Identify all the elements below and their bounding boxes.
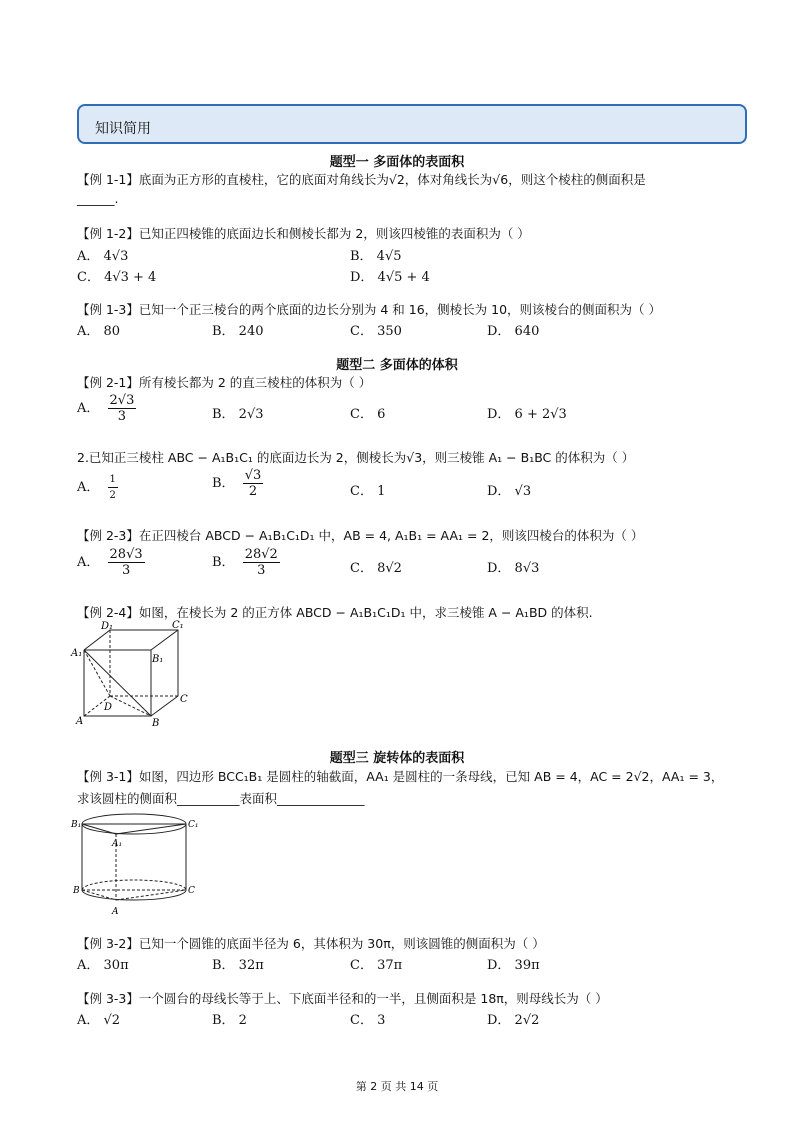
question-2-2: 2.已知正三棱柱 ABC − A₁B₁C₁ 的底面边长为 2，侧棱长为√3，则三棱锥 A₁ − B₁BC 的体积为（ ） xyxy=(77,450,635,465)
option-c: C． 350 xyxy=(350,324,402,339)
option-label: A． xyxy=(77,480,100,495)
question-3-3: 【例 3-3】一个圆台的母线长等于上、下底面半径和的一半，且侧面积是 18π，则母线长为（ ） xyxy=(77,991,608,1006)
option-a xyxy=(77,547,145,578)
section-heading-2: 题型二 多面体的体积 xyxy=(336,358,458,373)
question-3-1: 【例 3-1】如图，四边形 BCC₁B₁ 是圆柱的轴截面，AA₁ 是圆柱的一条母线，已知 AB = 4，AC = 2√2，AA₁ = 3， xyxy=(77,769,724,784)
label-c1: C₁ xyxy=(188,820,199,830)
question-1-3: 【例 1-3】已知一个正三棱台的两个底面的边长分别为 4 和 16，侧棱长为 10，则该棱台的侧面积为（ ） xyxy=(77,302,662,317)
question-1-2: 【例 1-2】已知正四棱锥的底面边长和侧棱长都为 2，则该四棱锥的表面积为（ ） xyxy=(77,226,530,241)
option-a: A． 80 xyxy=(77,324,121,339)
option-d: D． 39π xyxy=(487,958,540,973)
option-c: C． 3 xyxy=(350,1013,386,1028)
section-heading-3: 题型三 旋转体的表面积 xyxy=(329,751,465,766)
label-b: B xyxy=(152,718,160,728)
label-b1: B₁ xyxy=(71,820,82,830)
numerator: 1 xyxy=(108,472,118,488)
fraction xyxy=(243,468,264,499)
label-a1: A₁ xyxy=(71,648,83,659)
fraction xyxy=(108,547,145,578)
option-c: C． 6 xyxy=(350,407,386,422)
question-1-1: 【例 1-1】底面为正方形的直棱柱，它的底面对角线长为√2，体对角线长为√6，则这个棱柱的侧面积是 xyxy=(77,172,646,187)
section-heading-1: 题型一 多面体的表面积 xyxy=(329,155,465,170)
fraction xyxy=(108,393,137,424)
label-a: A xyxy=(76,716,84,727)
option-c: C． 4√3 + 4 xyxy=(77,270,157,285)
option-a xyxy=(77,393,136,424)
option-b xyxy=(212,547,280,578)
question-2-1: 【例 2-1】所有棱长都为 2 的直三棱柱的体积为（ ） xyxy=(77,375,372,390)
denominator: 2 xyxy=(109,490,116,501)
option-c: C． 37π xyxy=(350,958,403,973)
option-b xyxy=(212,468,263,499)
denominator: 3 xyxy=(121,563,131,578)
denominator: 2 xyxy=(248,484,258,499)
question-2-4: 【例 2-4】如图，在棱长为 2 的正方体 ABCD − A₁B₁C₁D₁ 中，求三棱锥 A − A₁BD 的体积. xyxy=(77,605,593,620)
option-a xyxy=(77,472,118,503)
label-b1: B₁ xyxy=(152,654,164,665)
section-banner xyxy=(77,104,747,144)
option-label: A． xyxy=(77,555,100,570)
banner-title: 知识简用 xyxy=(95,121,151,137)
option-d: D． 6 + 2√3 xyxy=(487,407,567,422)
option-label: B． xyxy=(212,555,235,570)
question-3-2: 【例 3-2】已知一个圆锥的底面半径为 6，其体积为 30π，则该圆锥的侧面积为（ ） xyxy=(77,936,545,951)
option-d: D． 8√3 xyxy=(487,561,540,576)
option-d: D． 4√5 + 4 xyxy=(350,270,430,285)
fraction xyxy=(243,547,280,578)
numerator: 2√3 xyxy=(109,393,135,408)
label-b: B xyxy=(73,886,80,896)
numerator: 28√3 xyxy=(109,547,143,562)
option-b: B． 2 xyxy=(212,1013,247,1028)
option-label: A． xyxy=(77,401,100,416)
label-c1: C₁ xyxy=(172,620,184,631)
question-2-3: 【例 2-3】在正四棱台 ABCD − A₁B₁C₁D₁ 中，AB = 4, A₁B₁ = AA₁ = 2，则该四棱台的体积为（ ） xyxy=(77,528,644,543)
option-b: B． 4√5 xyxy=(350,249,402,264)
option-label: B． xyxy=(212,476,235,491)
question-3-1-line2: 求该圆柱的侧面积__________表面积______________ xyxy=(77,791,365,806)
cylinder-figure xyxy=(70,810,200,920)
cube-figure xyxy=(68,618,198,728)
denominator: 3 xyxy=(117,409,127,424)
option-d: D． √3 xyxy=(487,484,532,499)
option-c: C． 8√2 xyxy=(350,561,402,576)
option-a: A． √2 xyxy=(77,1013,121,1028)
option-a: A． 4√3 xyxy=(77,249,129,264)
numerator: √3 xyxy=(244,468,262,483)
denominator: 3 xyxy=(257,563,266,578)
option-b: B． 240 xyxy=(212,324,264,339)
option-a: A． 30π xyxy=(77,958,129,973)
question-1-1-blank: ______. xyxy=(77,191,119,206)
label-c: C xyxy=(180,694,188,705)
label-a1: A₁ xyxy=(112,839,123,849)
fraction xyxy=(108,472,118,503)
option-d: D． 2√2 xyxy=(487,1013,540,1028)
label-d: D xyxy=(104,702,113,713)
option-d: D． 640 xyxy=(487,324,540,339)
numerator: 28√2 xyxy=(244,547,278,562)
label-c: C xyxy=(188,886,195,896)
option-c: C． 1 xyxy=(350,484,386,499)
page-footer: 第 2 页 共 14 页 xyxy=(355,1080,439,1093)
option-b: B． 32π xyxy=(212,958,264,973)
label-a: A xyxy=(112,907,119,917)
label-d1: D₁ xyxy=(101,621,114,632)
option-b: B． 2√3 xyxy=(212,407,264,422)
